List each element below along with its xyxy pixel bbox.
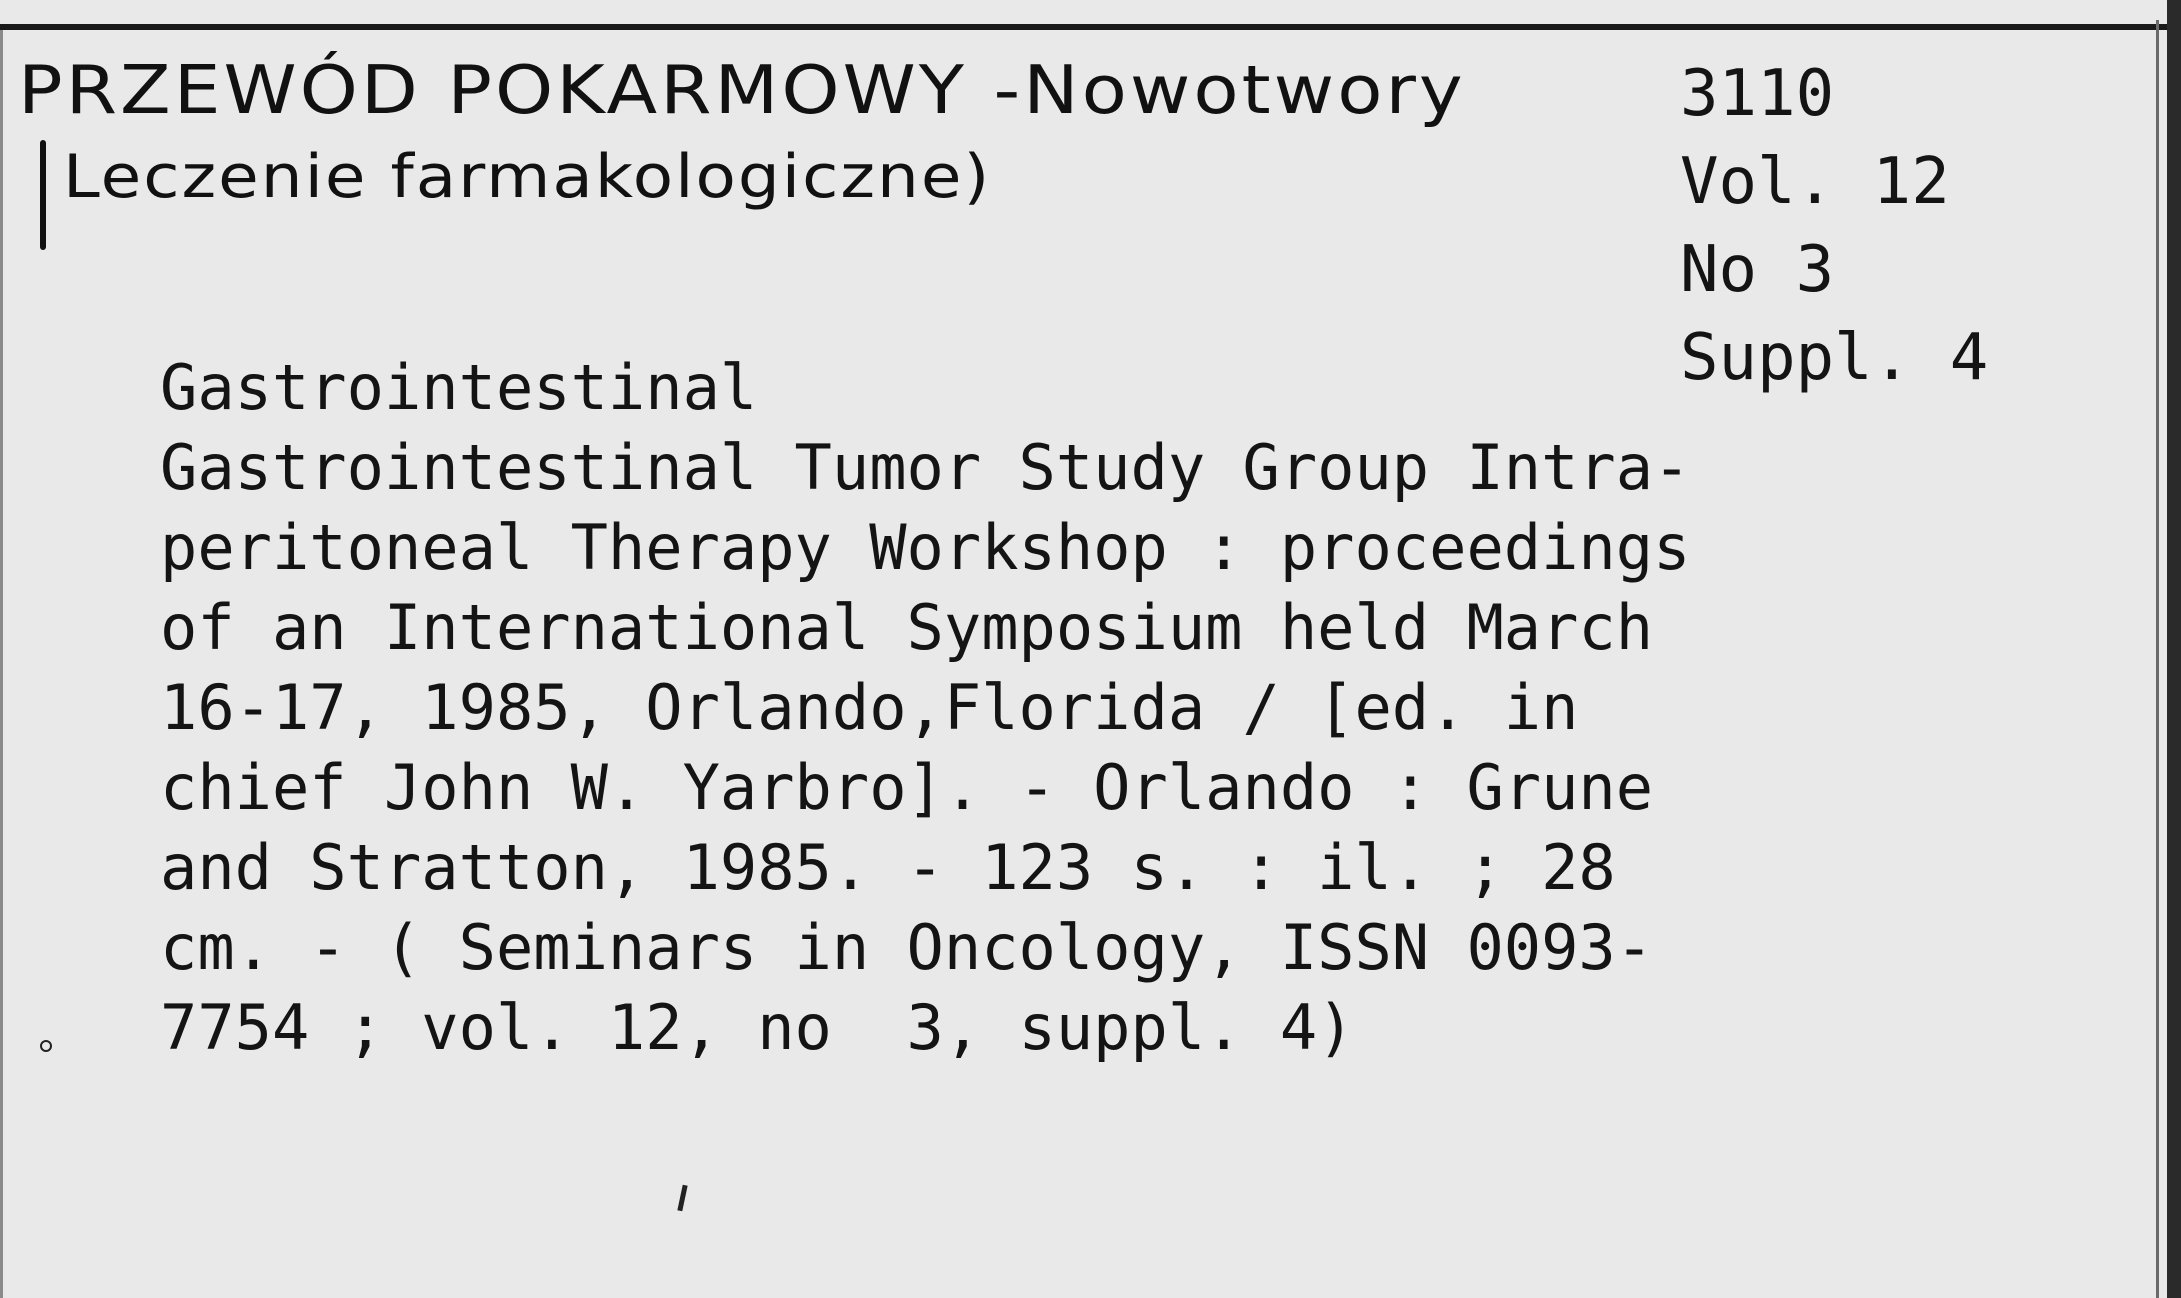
entry-line: of an International Symposium held March [160, 591, 1654, 664]
issue-label: No 3 [1680, 233, 1835, 307]
entry-heading: Gastrointestinal [160, 351, 758, 424]
entry-line: cm. - ( Seminars in Oncology, ISSN 0093- [160, 911, 1654, 984]
entry-line: chief John W. Yarbro]. - Orlando : Grune [160, 751, 1654, 824]
supplement-label: Suppl. 4 [1680, 321, 1989, 395]
entry-line: Gastrointestinal Tumor Study Group Intra- [160, 431, 1691, 504]
volume-label: Vol. 12 [1680, 145, 1950, 219]
card-top-border [0, 24, 2181, 30]
card-right-border [2167, 0, 2181, 1298]
entry-line: 16-17, 1985, Orlando,Florida / [ed. in [160, 671, 1579, 744]
bibliographic-entry [160, 348, 1690, 1068]
ink-speck [677, 1185, 687, 1211]
entry-line: peritoneal Therapy Workshop : proceedings [160, 511, 1691, 584]
card-left-edge [0, 30, 3, 1298]
subject-heading-line2-text: Leczenie farmakologiczne) [62, 142, 992, 212]
shelf-mark [1680, 50, 1988, 402]
subject-heading-line1: PRZEWÓD POKARMOWY -Nowotwory [18, 52, 1466, 130]
card-right-edge-shadow [2156, 20, 2159, 1298]
entry-line: 7754 ; vol. 12, no 3, suppl. 4) [160, 991, 1355, 1064]
shelf-number: 3110 [1680, 57, 1835, 131]
punch-hole-mark [40, 1040, 52, 1052]
entry-line: and Stratton, 1985. - 123 s. : il. ; 28 [160, 831, 1616, 904]
subject-heading-line2 [40, 142, 991, 211]
